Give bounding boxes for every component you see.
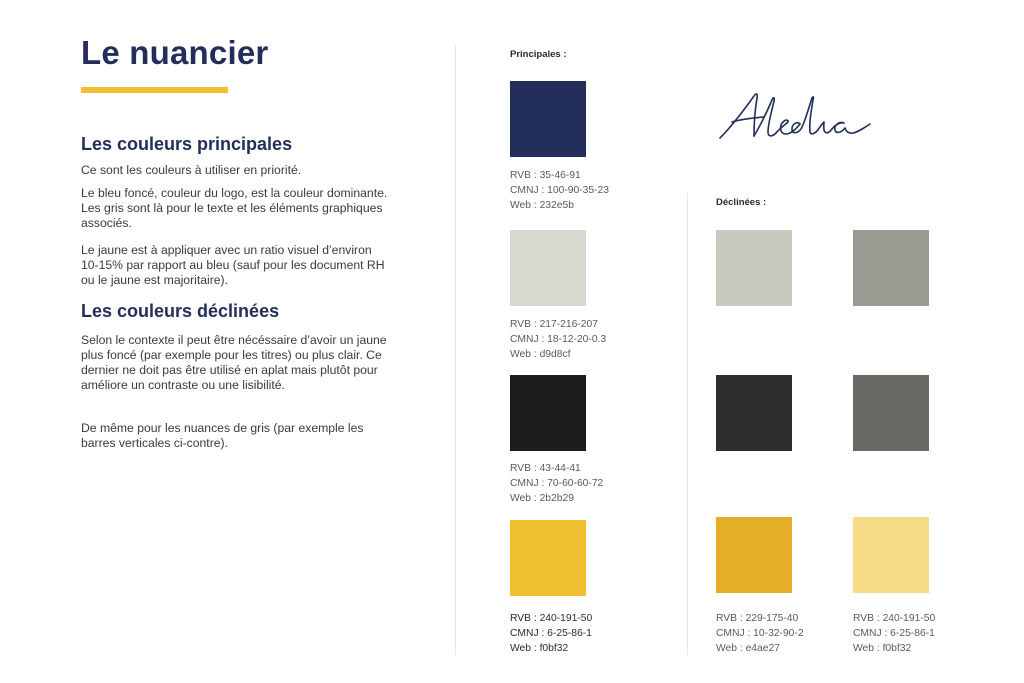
color-rvb-value: RVB : 35-46-91 bbox=[510, 170, 581, 181]
declinee-color-info bbox=[716, 611, 804, 656]
principales-paragraph-2: Le bleu foncé, couleur du logo, est la couleur dominante. Les gris sont là pour le texte et les éléments graphiques associés. bbox=[81, 186, 388, 230]
aledia-logo bbox=[716, 88, 876, 154]
principal-swatch bbox=[510, 375, 586, 451]
color-rvb-value: RVB : 240-191-50 bbox=[510, 613, 593, 624]
color-rvb-value: RVB : 217-216-207 bbox=[510, 319, 598, 330]
color-web-value: Web : 232e5b bbox=[510, 200, 574, 211]
declinee-color-info bbox=[853, 611, 935, 656]
vertical-divider-main bbox=[455, 45, 456, 655]
declinees-paragraph-2: De même pour les nuances de gris (par exemple les barres verticales ci-contre). bbox=[81, 421, 364, 450]
declinee-swatch bbox=[853, 230, 929, 306]
declinees-paragraph-1: Selon le contexte il peut être nécéssaire d’avoir un jaune plus foncé (par exemple pour les titres) ou plus clair. Ce dernier ne doit pas être utilisé en aplat mais plutôt pour améliore un contraste ou une lisibilité. bbox=[81, 333, 387, 392]
color-cmnj-value: CMNJ : 18-12-20-0.3 bbox=[510, 334, 607, 345]
color-cmnj-value: CMNJ : 6-25-86-1 bbox=[853, 628, 935, 639]
principal-swatch bbox=[510, 81, 586, 157]
declinee-swatch bbox=[853, 517, 929, 593]
color-rvb-value: RVB : 240-191-50 bbox=[853, 613, 936, 624]
principal-color-info bbox=[510, 168, 609, 213]
color-web-value: Web : 2b2b29 bbox=[510, 493, 574, 504]
color-cmnj-value: CMNJ : 70-60-60-72 bbox=[510, 478, 604, 489]
principal-color-info bbox=[510, 317, 606, 362]
color-cmnj-value: CMNJ : 10-32-90-2 bbox=[716, 628, 804, 639]
principales-paragraph-1: Ce sont les couleurs à utiliser en priorité. bbox=[81, 163, 302, 177]
color-web-value: Web : e4ae27 bbox=[716, 643, 780, 654]
color-rvb-value: RVB : 43-44-41 bbox=[510, 463, 581, 474]
principal-color-info bbox=[510, 611, 592, 656]
declinee-swatch bbox=[853, 375, 929, 451]
color-cmnj-value: CMNJ : 100-90-35-23 bbox=[510, 185, 610, 196]
principales-paragraph-3: Le jaune est à appliquer avec un ratio visuel d’environ 10-15% par rapport au bleu (sauf pour les document RH ou le jaune est majoritaire). bbox=[81, 243, 385, 287]
principales-label: Principales : bbox=[510, 49, 567, 60]
principal-swatch bbox=[510, 230, 586, 306]
title-underline-bar bbox=[81, 87, 228, 93]
declinee-swatch bbox=[716, 230, 792, 306]
declinee-swatch bbox=[716, 517, 792, 593]
declinees-label: Déclinées : bbox=[716, 197, 767, 208]
color-web-value: Web : f0bf32 bbox=[853, 643, 912, 654]
color-web-value: Web : d9d8cf bbox=[510, 349, 571, 360]
heading-couleurs-declinees: Les couleurs déclinées bbox=[81, 301, 280, 321]
heading-couleurs-principales: Les couleurs principales bbox=[81, 134, 293, 154]
color-rvb-value: RVB : 229-175-40 bbox=[716, 613, 799, 624]
color-cmnj-value: CMNJ : 6-25-86-1 bbox=[510, 628, 592, 639]
color-web-value: Web : f0bf32 bbox=[510, 643, 569, 654]
principal-swatch bbox=[510, 520, 586, 596]
principal-color-info bbox=[510, 461, 603, 506]
declinee-swatch bbox=[716, 375, 792, 451]
page-title: Le nuancier bbox=[81, 34, 269, 71]
vertical-divider-declinees bbox=[687, 193, 688, 655]
